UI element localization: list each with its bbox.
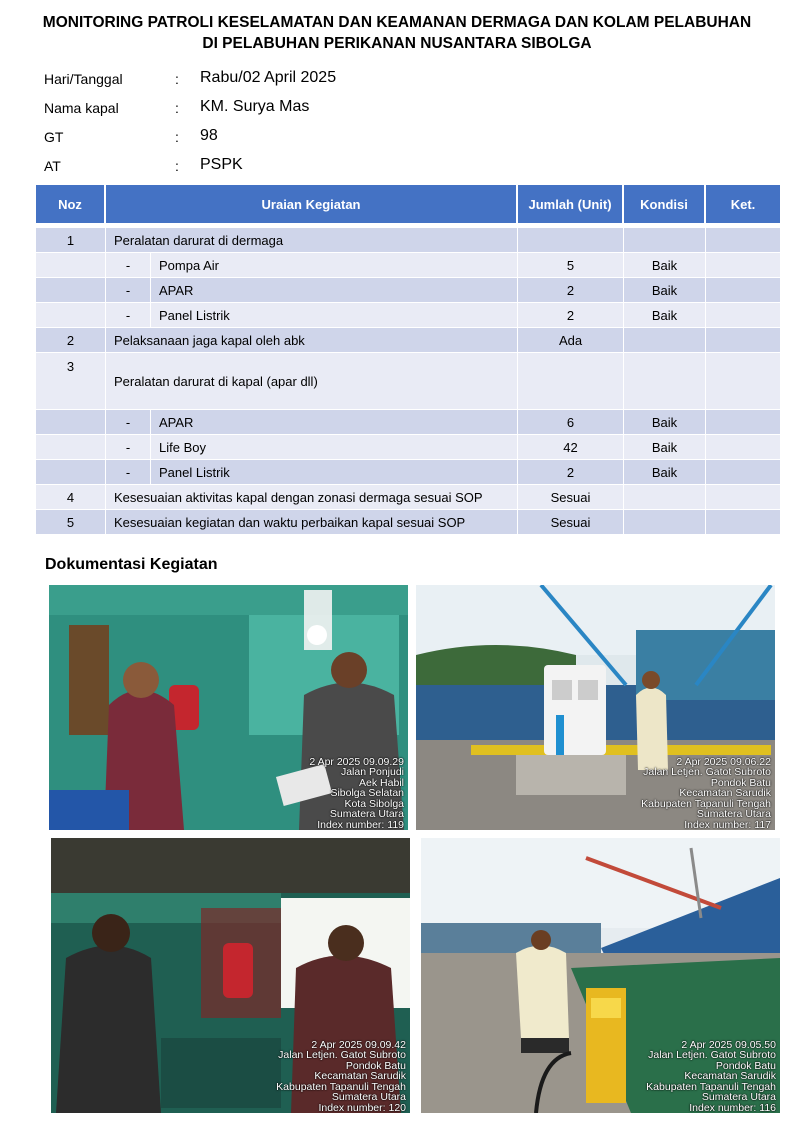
cell-kondisi: Baik [624, 460, 706, 485]
header-uraian: Uraian Kegiatan [106, 185, 518, 228]
cell-kondisi [624, 510, 706, 535]
info-label: Nama kapal [44, 100, 119, 116]
cell-uraian: APAR [151, 410, 518, 435]
cell-kondisi: Baik [624, 278, 706, 303]
cell-jumlah: 2 [518, 460, 624, 485]
info-label: AT [44, 158, 61, 174]
cell-dash: - [106, 303, 151, 328]
cell-dash: - [106, 460, 151, 485]
cell-kondisi [624, 328, 706, 353]
cell-dash: - [106, 410, 151, 435]
cell-kondisi: Baik [624, 410, 706, 435]
cell-kondisi: Baik [624, 303, 706, 328]
table-row [36, 460, 780, 485]
cell-ket [706, 328, 780, 353]
table-row [36, 485, 780, 510]
cell-no [36, 435, 106, 460]
table-row [36, 228, 780, 253]
cell-jumlah: 2 [518, 303, 624, 328]
cell-uraian: Panel Listrik [151, 303, 518, 328]
cell-uraian: Kesesuaian aktivitas kapal dengan zonasi dermaga sesuai SOP [106, 485, 518, 510]
table-row [36, 410, 780, 435]
cell-ket [706, 485, 780, 510]
cell-uraian: Kesesuaian kegiatan dan waktu perbaikan kapal sesuai SOP [106, 510, 518, 535]
cell-dash: - [106, 253, 151, 278]
photo-timestamp: 2 Apr 2025 09.05.50 Jalan Letjen. Gatot Subroto Pondok Batu Kecamatan Sarudik Kabupaten Tapanuli Tengah Sumatera Utara Index number: 116 [646, 1038, 776, 1113]
cell-uraian: APAR [151, 278, 518, 303]
cell-jumlah: 2 [518, 278, 624, 303]
title-line-1: MONITORING PATROLI KESELAMATAN DAN KEAMANAN DERMAGA DAN KOLAM PELABUHAN [42, 14, 752, 31]
cell-no: 1 [36, 228, 106, 253]
photo-dock-bollards [421, 838, 780, 1113]
monitoring-table [36, 185, 780, 535]
cell-jumlah: 5 [518, 253, 624, 278]
info-colon: : [175, 100, 179, 116]
cell-ket [706, 510, 780, 535]
cell-kondisi [624, 228, 706, 253]
cell-jumlah [518, 228, 624, 253]
page-title [20, 12, 774, 54]
info-label: Hari/Tanggal [44, 71, 123, 87]
cell-no [36, 410, 106, 435]
cell-dash: - [106, 435, 151, 460]
cell-ket [706, 278, 780, 303]
cell-no: 2 [36, 328, 106, 353]
table-row [36, 328, 780, 353]
info-colon: : [175, 129, 179, 145]
cell-uraian: Pelaksanaan jaga kapal oleh abk [106, 328, 518, 353]
title-line-2: DI PELABUHAN PERIKANAN NUSANTARA SIBOLGA [202, 35, 592, 52]
cell-no [36, 460, 106, 485]
cell-jumlah: 6 [518, 410, 624, 435]
cell-dash: - [106, 278, 151, 303]
cell-jumlah: Ada [518, 328, 624, 353]
photo-cabin-inspection-1 [49, 585, 408, 830]
photo-cabin-inspection-2 [51, 838, 410, 1113]
cell-uraian: Life Boy [151, 435, 518, 460]
header-no: Noz [36, 185, 106, 228]
cell-no [36, 303, 106, 328]
table-row [36, 253, 780, 278]
documentation-title: Dokumentasi Kegiatan [45, 556, 218, 573]
cell-ket [706, 253, 780, 278]
info-colon: : [175, 158, 179, 174]
info-colon: : [175, 71, 179, 87]
cell-ket [706, 460, 780, 485]
header-ket: Ket. [706, 185, 780, 228]
info-value: PSPK [200, 156, 243, 173]
cell-ket [706, 435, 780, 460]
cell-uraian: Peralatan darurat di dermaga [106, 228, 518, 253]
header-kondisi: Kondisi [624, 185, 706, 228]
header-jumlah: Jumlah (Unit) [518, 185, 624, 228]
cell-no: 5 [36, 510, 106, 535]
table-row [36, 353, 780, 410]
cell-no: 3 [36, 353, 106, 410]
cell-kondisi [624, 353, 706, 410]
cell-ket [706, 410, 780, 435]
cell-kondisi: Baik [624, 435, 706, 460]
cell-no [36, 253, 106, 278]
cell-ket [706, 353, 780, 410]
cell-kondisi [624, 485, 706, 510]
table-row [36, 435, 780, 460]
cell-kondisi: Baik [624, 253, 706, 278]
photo-timestamp: 2 Apr 2025 09.06.22 Jalan Letjen. Gatot Subroto Pondok Batu Kecamatan Sarudik Kabupaten Tapanuli Tengah Sumatera Utara Index number: 117 [641, 755, 771, 830]
cell-uraian: Panel Listrik [151, 460, 518, 485]
cell-ket [706, 228, 780, 253]
photo-timestamp: 2 Apr 2025 09.09.42 Jalan Letjen. Gatot Subroto Pondok Batu Kecamatan Sarudik Kabupaten Tapanuli Tengah Sumatera Utara Index number: 120 [276, 1038, 406, 1113]
table-row [36, 510, 780, 535]
photo-timestamp: 2 Apr 2025 09.09.29 Jalan Ponjudi Aek Habil Sibolga Selatan Kota Sibolga Sumatera Utara Index number: 119 [309, 755, 404, 830]
info-value: 98 [200, 127, 218, 144]
table-row [36, 303, 780, 328]
table-header-row [36, 185, 780, 228]
cell-ket [706, 303, 780, 328]
cell-jumlah [518, 353, 624, 410]
cell-uraian: Pompa Air [151, 253, 518, 278]
cell-no [36, 278, 106, 303]
cell-uraian: Peralatan darurat di kapal (apar dll) [106, 353, 518, 410]
info-value: KM. Surya Mas [200, 98, 310, 115]
cell-jumlah: 42 [518, 435, 624, 460]
cell-no: 4 [36, 485, 106, 510]
cell-jumlah: Sesuai [518, 510, 624, 535]
cell-jumlah: Sesuai [518, 485, 624, 510]
table-row [36, 278, 780, 303]
info-value: Rabu/02 April 2025 [200, 69, 337, 86]
photo-dock-panel [416, 585, 775, 830]
info-label: GT [44, 129, 64, 145]
